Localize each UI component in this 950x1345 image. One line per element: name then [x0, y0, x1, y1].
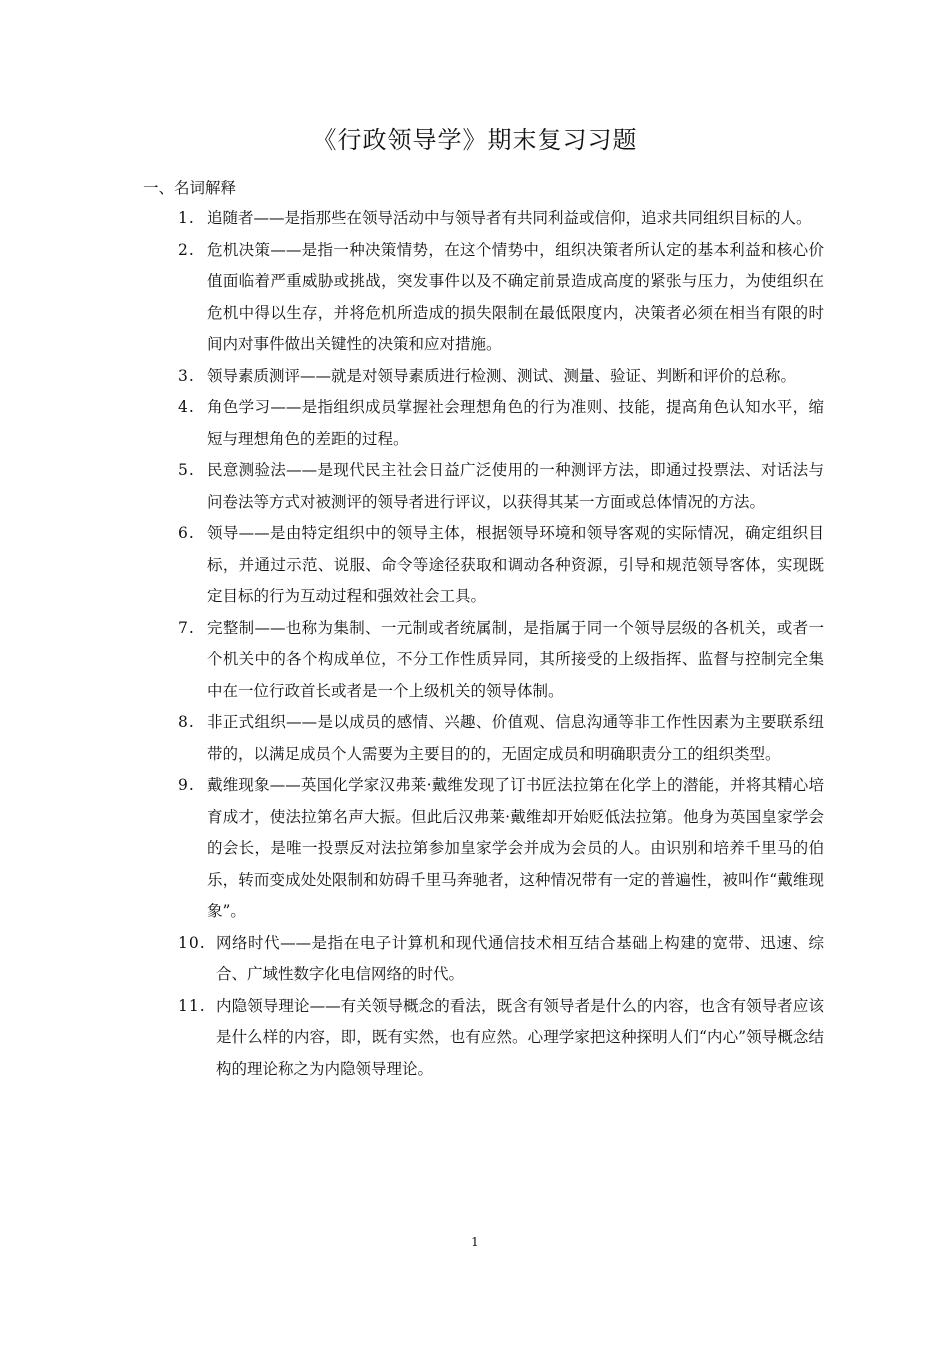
item-text: 角色学习——是指组织成员掌握社会理想角色的行为准则、技能，提高角色认知水平，缩短与理想角色的差距的过程。 [207, 398, 824, 448]
definition-item [178, 235, 824, 361]
item-number: 1. [178, 209, 195, 227]
item-number: 9. [178, 776, 195, 794]
definition-item [178, 361, 824, 393]
definition-item [178, 203, 824, 235]
item-text: 领导素质测评——就是对领导素质进行检测、测试、测量、验证、判断和评价的总称。 [207, 366, 797, 385]
definition-item [178, 770, 824, 928]
item-number: 5. [178, 461, 195, 479]
definition-item [178, 455, 824, 518]
item-text: 戴维现象——英国化学家汉弗莱·戴维发现了订书匠法拉第在化学上的潜能，并将其精心培育成才，使法拉第名声大振。但此后汉弗莱·戴维却开始贬低法拉第。他身为英国皇家学会的会长，是唯一投票反对法拉第参加皇家学会并成为会员的人。由识别和培养千里马的伯乐，转而变成处处限制和妨碍千里马奔驰者，这种情况带有一定的普遍性，被叫作“戴维现象”。 [207, 776, 824, 920]
definition-item [178, 392, 824, 455]
item-text: 民意测验法——是现代民主社会日益广泛使用的一种测评方法，即通过投票法、对话法与问卷法等方式对被测评的领导者进行评议，以获得其某一方面或总体情况的方法。 [207, 461, 824, 511]
item-text: 危机决策——是指一种决策情势，在这个情势中，组织决策者所认定的基本利益和核心价值面临着严重威胁或挑战，突发事件以及不确定前景造成高度的紧张与压力，为使组织在危机中得以生存，并将危机所造成的损失限制在最低限度内，决策者必须在相当有限的时间内对事件做出关键性的决策和应对措施。 [207, 240, 824, 353]
item-text: 非正式组织——是以成员的感情、兴趣、价值观、信息沟通等非工作性因素为主要联系纽带的，以满足成员个人需要为主要目的的，无固定成员和明确职责分工的组织类型。 [207, 713, 824, 763]
item-number: 6. [178, 524, 195, 542]
item-text: 完整制——也称为集制、一元制或者统属制，是指属于同一个领导层级的各机关，或者一个机关中的各个构成单位，不分工作性质异同，其所接受的上级指挥、监督与控制完全集中在一位行政首长或者是一个上级机关的领导体制。 [207, 618, 824, 700]
item-text: 领导——是由特定组织中的领导主体，根据领导环境和领导客观的实际情况，确定组织目标，并通过示范、说服、命令等途径获取和调动各种资源，引导和规范领导客体，实现既定目标的行为互动过程和强效社会工具。 [207, 524, 824, 605]
item-number: 11. [178, 996, 206, 1015]
document-title: 《行政领导学》期末复习习题 [312, 126, 638, 154]
item-number: 7. [178, 618, 195, 637]
page-number: 1 [471, 1235, 479, 1249]
definition-item [178, 518, 824, 613]
item-text: 网络时代——是指在电子计算机和现代通信技术相互结合基础上构建的宽带、迅速、综合、广域性数字化电信网络的时代。 [216, 933, 824, 983]
item-number: 8. [178, 713, 195, 731]
definition-item [178, 613, 824, 708]
item-text: 追随者——是指那些在领导活动中与领导者有共同利益或信仰，追求共同组织目标的人。 [207, 209, 812, 227]
item-text: 内隐领导理论——有关领导概念的看法，既含有领导者是什么的内容，也含有领导者应该是什么样的内容，即，既有实然，也有应然。心理学家把这种探明人们“内心”领导概念结构的理论称之为内隐领导理论。 [216, 996, 824, 1078]
section-heading: 一、名词解释 [143, 179, 237, 197]
item-number: 2. [178, 240, 195, 259]
definition-item [178, 991, 824, 1086]
item-number: 10. [178, 933, 206, 952]
item-number: 4. [178, 398, 195, 416]
definition-item [178, 707, 824, 770]
item-number: 3. [178, 366, 195, 385]
definition-item [178, 928, 824, 991]
definition-list [178, 203, 824, 1085]
